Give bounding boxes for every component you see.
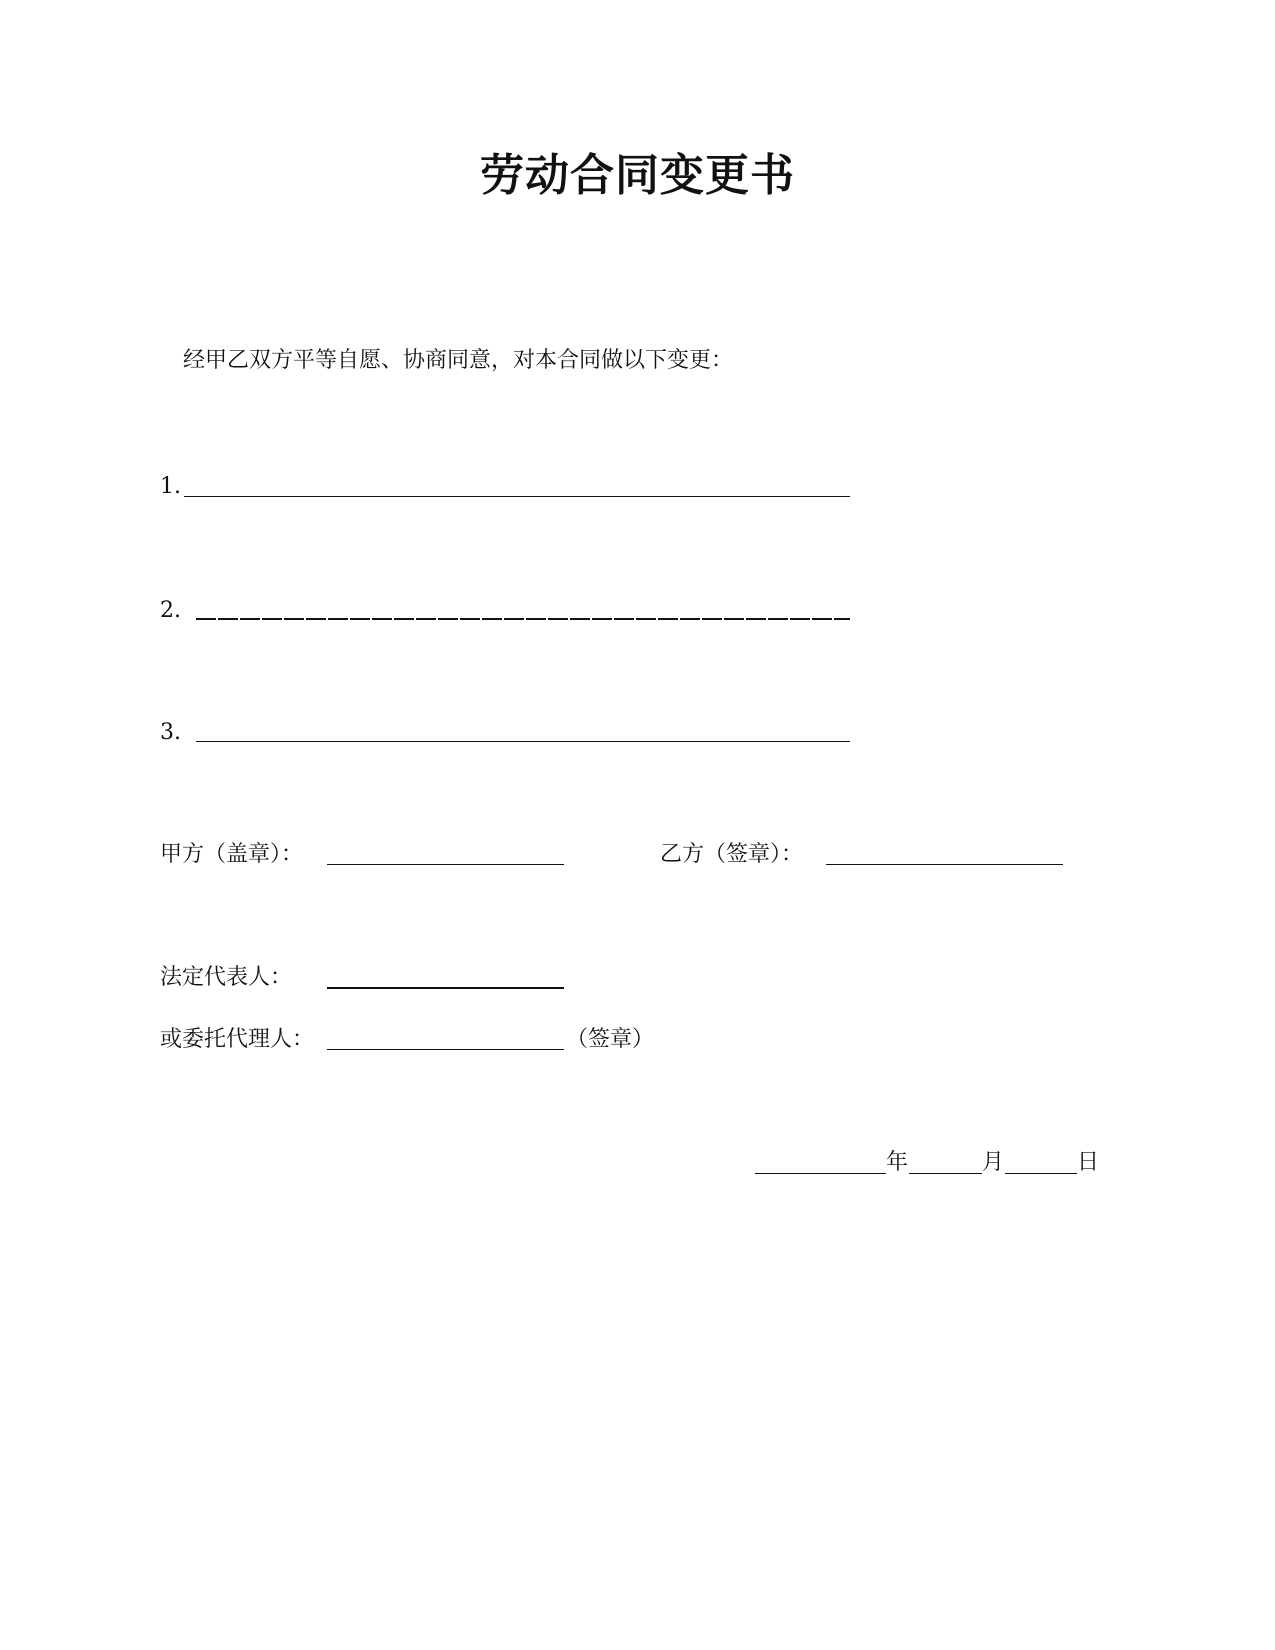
document-title: 劳动合同变更书: [480, 150, 795, 201]
year-label: 年: [886, 1150, 909, 1175]
legal-rep-label: 法定代表人：: [160, 965, 293, 990]
year-blank-line[interactable]: [755, 1173, 886, 1174]
party-b-signature-line[interactable]: [826, 864, 1063, 865]
party-a-signature-line[interactable]: [327, 864, 564, 865]
item-1-blank-line[interactable]: [184, 496, 850, 497]
item-3-number: 3.: [160, 720, 181, 745]
legal-rep-signature-line[interactable]: [327, 987, 564, 989]
agent-suffix: （签章）: [566, 1027, 655, 1052]
item-3-blank-line[interactable]: [196, 741, 850, 742]
item-1-number: 1.: [160, 474, 181, 499]
item-2-blank-line[interactable]: [196, 618, 850, 620]
agent-label: 或委托代理人：: [160, 1027, 315, 1052]
month-blank-line[interactable]: [909, 1173, 982, 1174]
day-blank-line[interactable]: [1005, 1173, 1077, 1174]
item-2-number: 2.: [160, 598, 181, 623]
month-label: 月: [982, 1150, 1005, 1175]
party-a-label: 甲方（盖章）：: [160, 842, 304, 867]
intro-text: 经甲乙双方平等自愿、协商同意，对本合同做以下变更：: [183, 348, 734, 373]
day-label: 日: [1077, 1150, 1100, 1175]
agent-signature-line[interactable]: [327, 1049, 564, 1050]
party-b-label: 乙方（签章）：: [660, 842, 804, 867]
